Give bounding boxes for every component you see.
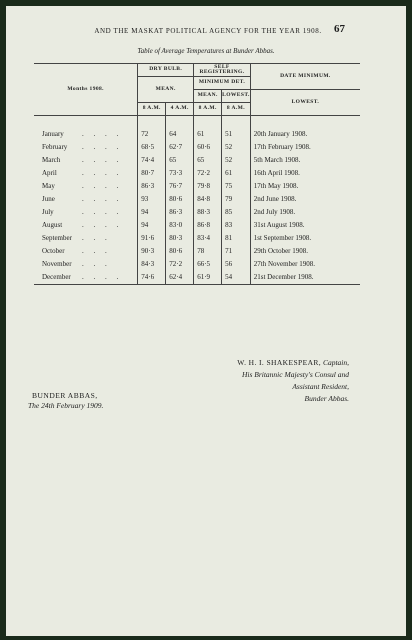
month-name: July <box>42 208 54 216</box>
month-cell <box>34 167 138 180</box>
month-name: April <box>42 169 57 177</box>
document-page <box>6 6 406 636</box>
dry-bulb-8am: 94 <box>138 206 166 219</box>
table-row <box>34 245 360 258</box>
issue-date: The 24th February 1909. <box>28 401 104 410</box>
header-4am: 4 A.M. <box>166 103 194 116</box>
page-number: 67 <box>334 23 345 35</box>
date-minimum: 2nd June 1908. <box>250 193 360 206</box>
table-row <box>34 271 360 285</box>
table-row <box>34 258 360 271</box>
dry-bulb-4am: 80·6 <box>166 245 194 258</box>
month-cell <box>34 193 138 206</box>
month-cell <box>34 141 138 154</box>
table-row <box>34 141 360 154</box>
self-reg-lowest: 71 <box>222 245 251 258</box>
header-8am-3: 8 A.M. <box>222 103 251 116</box>
dry-bulb-4am: 80·3 <box>166 232 194 245</box>
month-cell <box>34 180 138 193</box>
month-name: March <box>42 156 61 164</box>
table-row <box>34 193 360 206</box>
date-minimum: 21st December 1908. <box>250 271 360 285</box>
self-reg-lowest: 56 <box>222 258 251 271</box>
month-name: May <box>42 182 55 190</box>
dry-bulb-4am: 80·6 <box>166 193 194 206</box>
dry-bulb-4am: 83·0 <box>166 219 194 232</box>
self-reg-mean: 86·8 <box>194 219 222 232</box>
header-self-registering: SELF REGISTERING. <box>194 64 251 77</box>
header-months: Months 1908. <box>34 64 138 116</box>
month-cell <box>34 154 138 167</box>
header-dry-bulb: DRY BULB. <box>138 64 194 77</box>
date-minimum: 20th January 1908. <box>250 128 360 141</box>
month-name: November <box>42 260 72 268</box>
dry-bulb-4am: 72·2 <box>166 258 194 271</box>
dry-bulb-8am: 68·5 <box>138 141 166 154</box>
date-minimum: 31st August 1908. <box>250 219 360 232</box>
date-minimum: 17th May 1908. <box>250 180 360 193</box>
month-name: December <box>42 273 71 281</box>
month-name: June <box>42 195 55 203</box>
signatory-title-2: Assistant Resident, <box>292 382 349 391</box>
leader-dots: . . . <box>82 260 111 268</box>
table-row <box>34 154 360 167</box>
self-reg-lowest: 79 <box>222 193 251 206</box>
dry-bulb-4am: 65 <box>166 154 194 167</box>
leader-dots: . . . . <box>82 169 123 177</box>
month-cell <box>34 206 138 219</box>
self-reg-lowest: 61 <box>222 167 251 180</box>
leader-dots: . . . . <box>82 273 123 281</box>
dry-bulb-4am: 73·3 <box>166 167 194 180</box>
table-row <box>34 128 360 141</box>
header-minimum-det: MINIMUM DET. <box>194 77 251 90</box>
dry-bulb-4am: 62·4 <box>166 271 194 285</box>
dry-bulb-8am: 93 <box>138 193 166 206</box>
self-reg-lowest: 81 <box>222 232 251 245</box>
month-name: October <box>42 247 65 255</box>
header-8am: 8 A.M. <box>138 103 166 116</box>
table-row <box>34 206 360 219</box>
self-reg-mean: 83·4 <box>194 232 222 245</box>
month-name: August <box>42 221 63 229</box>
dry-bulb-4am: 62·7 <box>166 141 194 154</box>
self-reg-mean: 84·8 <box>194 193 222 206</box>
leader-dots: . . . . <box>82 143 123 151</box>
month-cell <box>34 245 138 258</box>
header-8am-2: 8 A.M. <box>194 103 222 116</box>
leader-dots: . . . . <box>82 208 123 216</box>
dry-bulb-8am: 74·4 <box>138 154 166 167</box>
header-mean: MEAN. <box>138 77 194 103</box>
running-header: AND THE MASKAT POLITICAL AGENCY FOR THE YEAR 1908. <box>94 27 322 35</box>
table-row <box>34 219 360 232</box>
header-lowest-2: LOWEST. <box>250 90 360 116</box>
signatory-title-1: His Britannic Majesty's Consul and <box>241 370 349 379</box>
header-mean-2: MEAN. <box>194 90 222 103</box>
table-row <box>34 167 360 180</box>
leader-dots: . . . . <box>82 195 123 203</box>
table-caption: Table of Average Temperatures at Bunder Abbas. <box>137 47 275 55</box>
dry-bulb-8am: 72 <box>138 128 166 141</box>
month-cell <box>34 219 138 232</box>
date-minimum: 1st September 1908. <box>250 232 360 245</box>
signatory-rank: Captain, <box>322 358 349 367</box>
self-reg-lowest: 54 <box>222 271 251 285</box>
table-row <box>34 232 360 245</box>
dry-bulb-8am: 91·6 <box>138 232 166 245</box>
self-reg-mean: 65 <box>194 154 222 167</box>
header-lowest: LOWEST. <box>222 90 251 103</box>
leader-dots: . . . . <box>82 130 123 138</box>
dry-bulb-8am: 90·3 <box>138 245 166 258</box>
leader-dots: . . . <box>82 247 111 255</box>
dry-bulb-4am: 64 <box>166 128 194 141</box>
dry-bulb-8am: 84·3 <box>138 258 166 271</box>
month-cell <box>34 271 138 285</box>
month-name: January <box>42 130 64 138</box>
signatory-name: W. H. I. SHAKESPEAR, <box>237 358 322 367</box>
table-row <box>34 180 360 193</box>
leader-dots: . . . . <box>82 182 123 190</box>
dry-bulb-8am: 80·7 <box>138 167 166 180</box>
self-reg-mean: 88·3 <box>194 206 222 219</box>
header-date-minimum: DATE MINIMUM. <box>250 64 360 90</box>
date-minimum: 5th March 1908. <box>250 154 360 167</box>
month-cell <box>34 258 138 271</box>
date-minimum: 16th April 1908. <box>250 167 360 180</box>
self-reg-mean: 66·5 <box>194 258 222 271</box>
self-reg-mean: 72·2 <box>194 167 222 180</box>
temperature-table <box>34 63 360 285</box>
self-reg-mean: 60·6 <box>194 141 222 154</box>
signatory-location: Bunder Abbas. <box>304 394 349 403</box>
month-name: September <box>42 234 72 242</box>
self-reg-lowest: 51 <box>222 128 251 141</box>
self-reg-mean: 79·8 <box>194 180 222 193</box>
place-date-block <box>28 391 103 411</box>
leader-dots: . . . . <box>82 221 123 229</box>
table-body <box>34 116 360 285</box>
date-minimum: 27th November 1908. <box>250 258 360 271</box>
dry-bulb-4am: 76·7 <box>166 180 194 193</box>
leader-dots: . . . . <box>82 156 123 164</box>
month-cell <box>34 128 138 141</box>
date-minimum: 17th February 1908. <box>250 141 360 154</box>
self-reg-lowest: 85 <box>222 206 251 219</box>
dry-bulb-4am: 86·3 <box>166 206 194 219</box>
self-reg-lowest: 52 <box>222 154 251 167</box>
dry-bulb-8am: 94 <box>138 219 166 232</box>
self-reg-mean: 61·9 <box>194 271 222 285</box>
place-name: BUNDER ABBAS, <box>32 391 98 400</box>
self-reg-lowest: 75 <box>222 180 251 193</box>
month-name: February <box>42 143 68 151</box>
self-reg-mean: 61 <box>194 128 222 141</box>
self-reg-lowest: 83 <box>222 219 251 232</box>
date-minimum: 29th October 1908. <box>250 245 360 258</box>
month-cell <box>34 232 138 245</box>
dry-bulb-8am: 74·6 <box>138 271 166 285</box>
date-minimum: 2nd July 1908. <box>250 206 360 219</box>
dry-bulb-8am: 86·3 <box>138 180 166 193</box>
self-reg-lowest: 52 <box>222 141 251 154</box>
self-reg-mean: 78 <box>194 245 222 258</box>
leader-dots: . . . <box>82 234 111 242</box>
